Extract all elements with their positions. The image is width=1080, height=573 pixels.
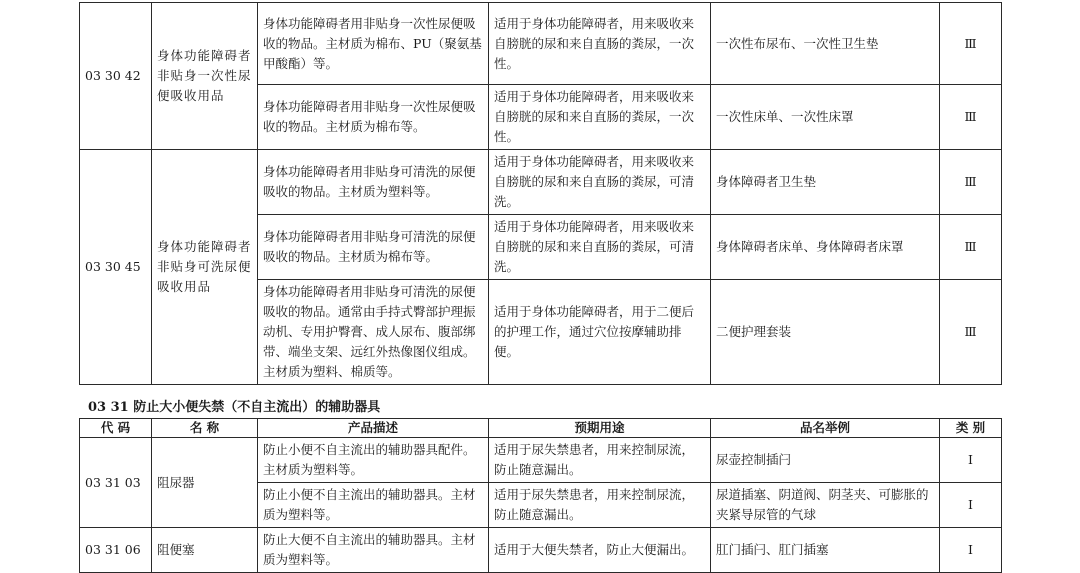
product-examples: 尿道插塞、阴道阀、阴茎夹、可膨胀的夹紧导尿管的气球 xyxy=(711,483,940,528)
header-intended-use: 预期用途 xyxy=(489,419,711,438)
product-description: 身体功能障碍者用非贴身可清洗的尿便吸收的物品。主材质为棉布等。 xyxy=(258,215,489,280)
item-code: 03 31 06 xyxy=(80,528,152,573)
product-description: 身体功能障碍者用非贴身可清洗的尿便吸收的物品。通常由手持式臀部护理振动机、专用护臀膏、成人尿布、腹部绑带、端坐支架、远红外热像图仪组成。主材质为塑料、棉质等。 xyxy=(258,280,489,385)
category: Ⅰ xyxy=(940,438,1002,483)
item-name: 身体功能障碍者非贴身一次性尿便吸收用品 xyxy=(152,3,258,150)
product-table-top xyxy=(79,2,1002,385)
product-examples: 一次性布尿布、一次性卫生垫 xyxy=(711,3,940,85)
item-name: 阻便塞 xyxy=(152,528,258,573)
product-description: 防止大便不自主流出的辅助器具。主材质为塑料等。 xyxy=(258,528,489,573)
intended-use: 适用于身体功能障碍者，用来吸收来自膀胱的尿和来自直肠的粪尿，可清洗。 xyxy=(489,215,711,280)
intended-use: 适用于身体功能障碍者，用来吸收来自膀胱的尿和来自直肠的粪尿，可清洗。 xyxy=(489,150,711,215)
product-description: 身体功能障碍者用非贴身一次性尿便吸收的物品。主材质为棉布、PU（聚氨基甲酸酯）等。 xyxy=(258,3,489,85)
header-category: 类 别 xyxy=(940,419,1002,438)
category: Ⅰ xyxy=(940,528,1002,573)
item-name: 身体功能障碍者非贴身可洗尿便吸收用品 xyxy=(152,150,258,385)
product-examples: 身体障碍者床单、身体障碍者床罩 xyxy=(711,215,940,280)
intended-use: 适用于大便失禁者，防止大便漏出。 xyxy=(489,528,711,573)
intended-use: 适用于身体功能障碍者，用于二便后的护理工作，通过穴位按摩辅助排便。 xyxy=(489,280,711,385)
header-name: 名 称 xyxy=(152,419,258,438)
product-examples: 二便护理套装 xyxy=(711,280,940,385)
item-code: 03 30 45 xyxy=(80,150,152,385)
intended-use: 适用于身体功能障碍者，用来吸收来自膀胱的尿和来自直肠的粪尿，一次性。 xyxy=(489,85,711,150)
table-header-row xyxy=(80,419,1002,438)
product-examples: 肛门插闩、肛门插塞 xyxy=(711,528,940,573)
item-code: 03 31 03 xyxy=(80,438,152,528)
header-examples: 品名举例 xyxy=(711,419,940,438)
product-description: 身体功能障碍者用非贴身可清洗的尿便吸收的物品。主材质为塑料等。 xyxy=(258,150,489,215)
item-name: 阻尿器 xyxy=(152,438,258,528)
table-row xyxy=(80,438,1002,483)
product-description: 防止小便不自主流出的辅助器具配件。主材质为塑料等。 xyxy=(258,438,489,483)
intended-use: 适用于尿失禁患者，用来控制尿流，防止随意漏出。 xyxy=(489,438,711,483)
header-code: 代 码 xyxy=(80,419,152,438)
section-title: 03 31 防止大小便失禁（不自主流出）的辅助器具 xyxy=(88,400,381,415)
product-examples: 身体障碍者卫生垫 xyxy=(711,150,940,215)
category: Ⅲ xyxy=(940,215,1002,280)
category: Ⅲ xyxy=(940,150,1002,215)
table-row xyxy=(80,528,1002,573)
product-examples: 一次性床单、一次性床罩 xyxy=(711,85,940,150)
product-description: 防止小便不自主流出的辅助器具。主材质为塑料等。 xyxy=(258,483,489,528)
category: Ⅲ xyxy=(940,85,1002,150)
category: Ⅲ xyxy=(940,280,1002,385)
intended-use: 适用于身体功能障碍者，用来吸收来自膀胱的尿和来自直肠的粪尿，一次性。 xyxy=(489,3,711,85)
category: Ⅰ xyxy=(940,483,1002,528)
table-row xyxy=(80,3,1002,85)
product-table-bottom xyxy=(79,418,1002,573)
product-examples: 尿壶控制插闩 xyxy=(711,438,940,483)
table-row xyxy=(80,150,1002,215)
intended-use: 适用于尿失禁患者，用来控制尿流，防止随意漏出。 xyxy=(489,483,711,528)
item-code: 03 30 42 xyxy=(80,3,152,150)
header-description: 产品描述 xyxy=(258,419,489,438)
category: Ⅲ xyxy=(940,3,1002,85)
product-description: 身体功能障碍者用非贴身一次性尿便吸收的物品。主材质为棉布等。 xyxy=(258,85,489,150)
